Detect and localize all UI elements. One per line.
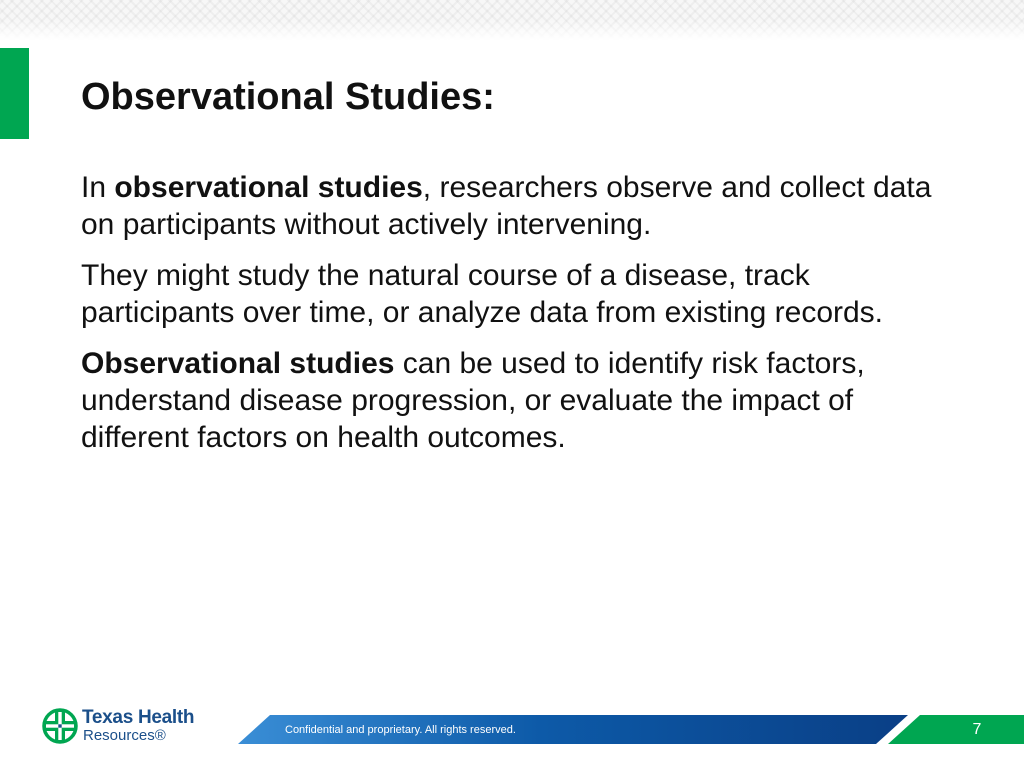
paragraph-3 [81, 345, 961, 456]
logo-wordmark-line1: Texas Health [82, 707, 195, 728]
paragraph-3-bold: Observational studies [81, 347, 395, 380]
page-number: 7 [972, 721, 982, 738]
confidential-notice: Confidential and proprietary. All rights reserved. [285, 724, 516, 736]
paragraph-1 [81, 169, 961, 243]
page-number-tab [888, 715, 1024, 744]
slide-body [81, 169, 961, 470]
paragraph-1-text-b: , researchers observe and collect data on participants without actively intervening. [81, 171, 932, 241]
paragraph-2-text: They might study the natural course of a disease, track participants over time, or analyze data from existing records. [81, 259, 884, 329]
paragraph-1-text-a: In [81, 171, 115, 204]
title-accent-bar [0, 48, 29, 139]
paragraph-1-bold: observational studies [114, 171, 423, 204]
cross-logo-icon [41, 707, 79, 745]
paragraph-3-text: can be used to identify risk factors, understand disease progression, or evaluate the impact of different factors on health outcomes. [81, 347, 865, 454]
slide-title: Observational Studies: [81, 76, 495, 118]
logo-wordmark-line2: Resources® [83, 727, 166, 744]
header-pattern [0, 0, 1024, 40]
paragraph-2 [81, 257, 961, 331]
